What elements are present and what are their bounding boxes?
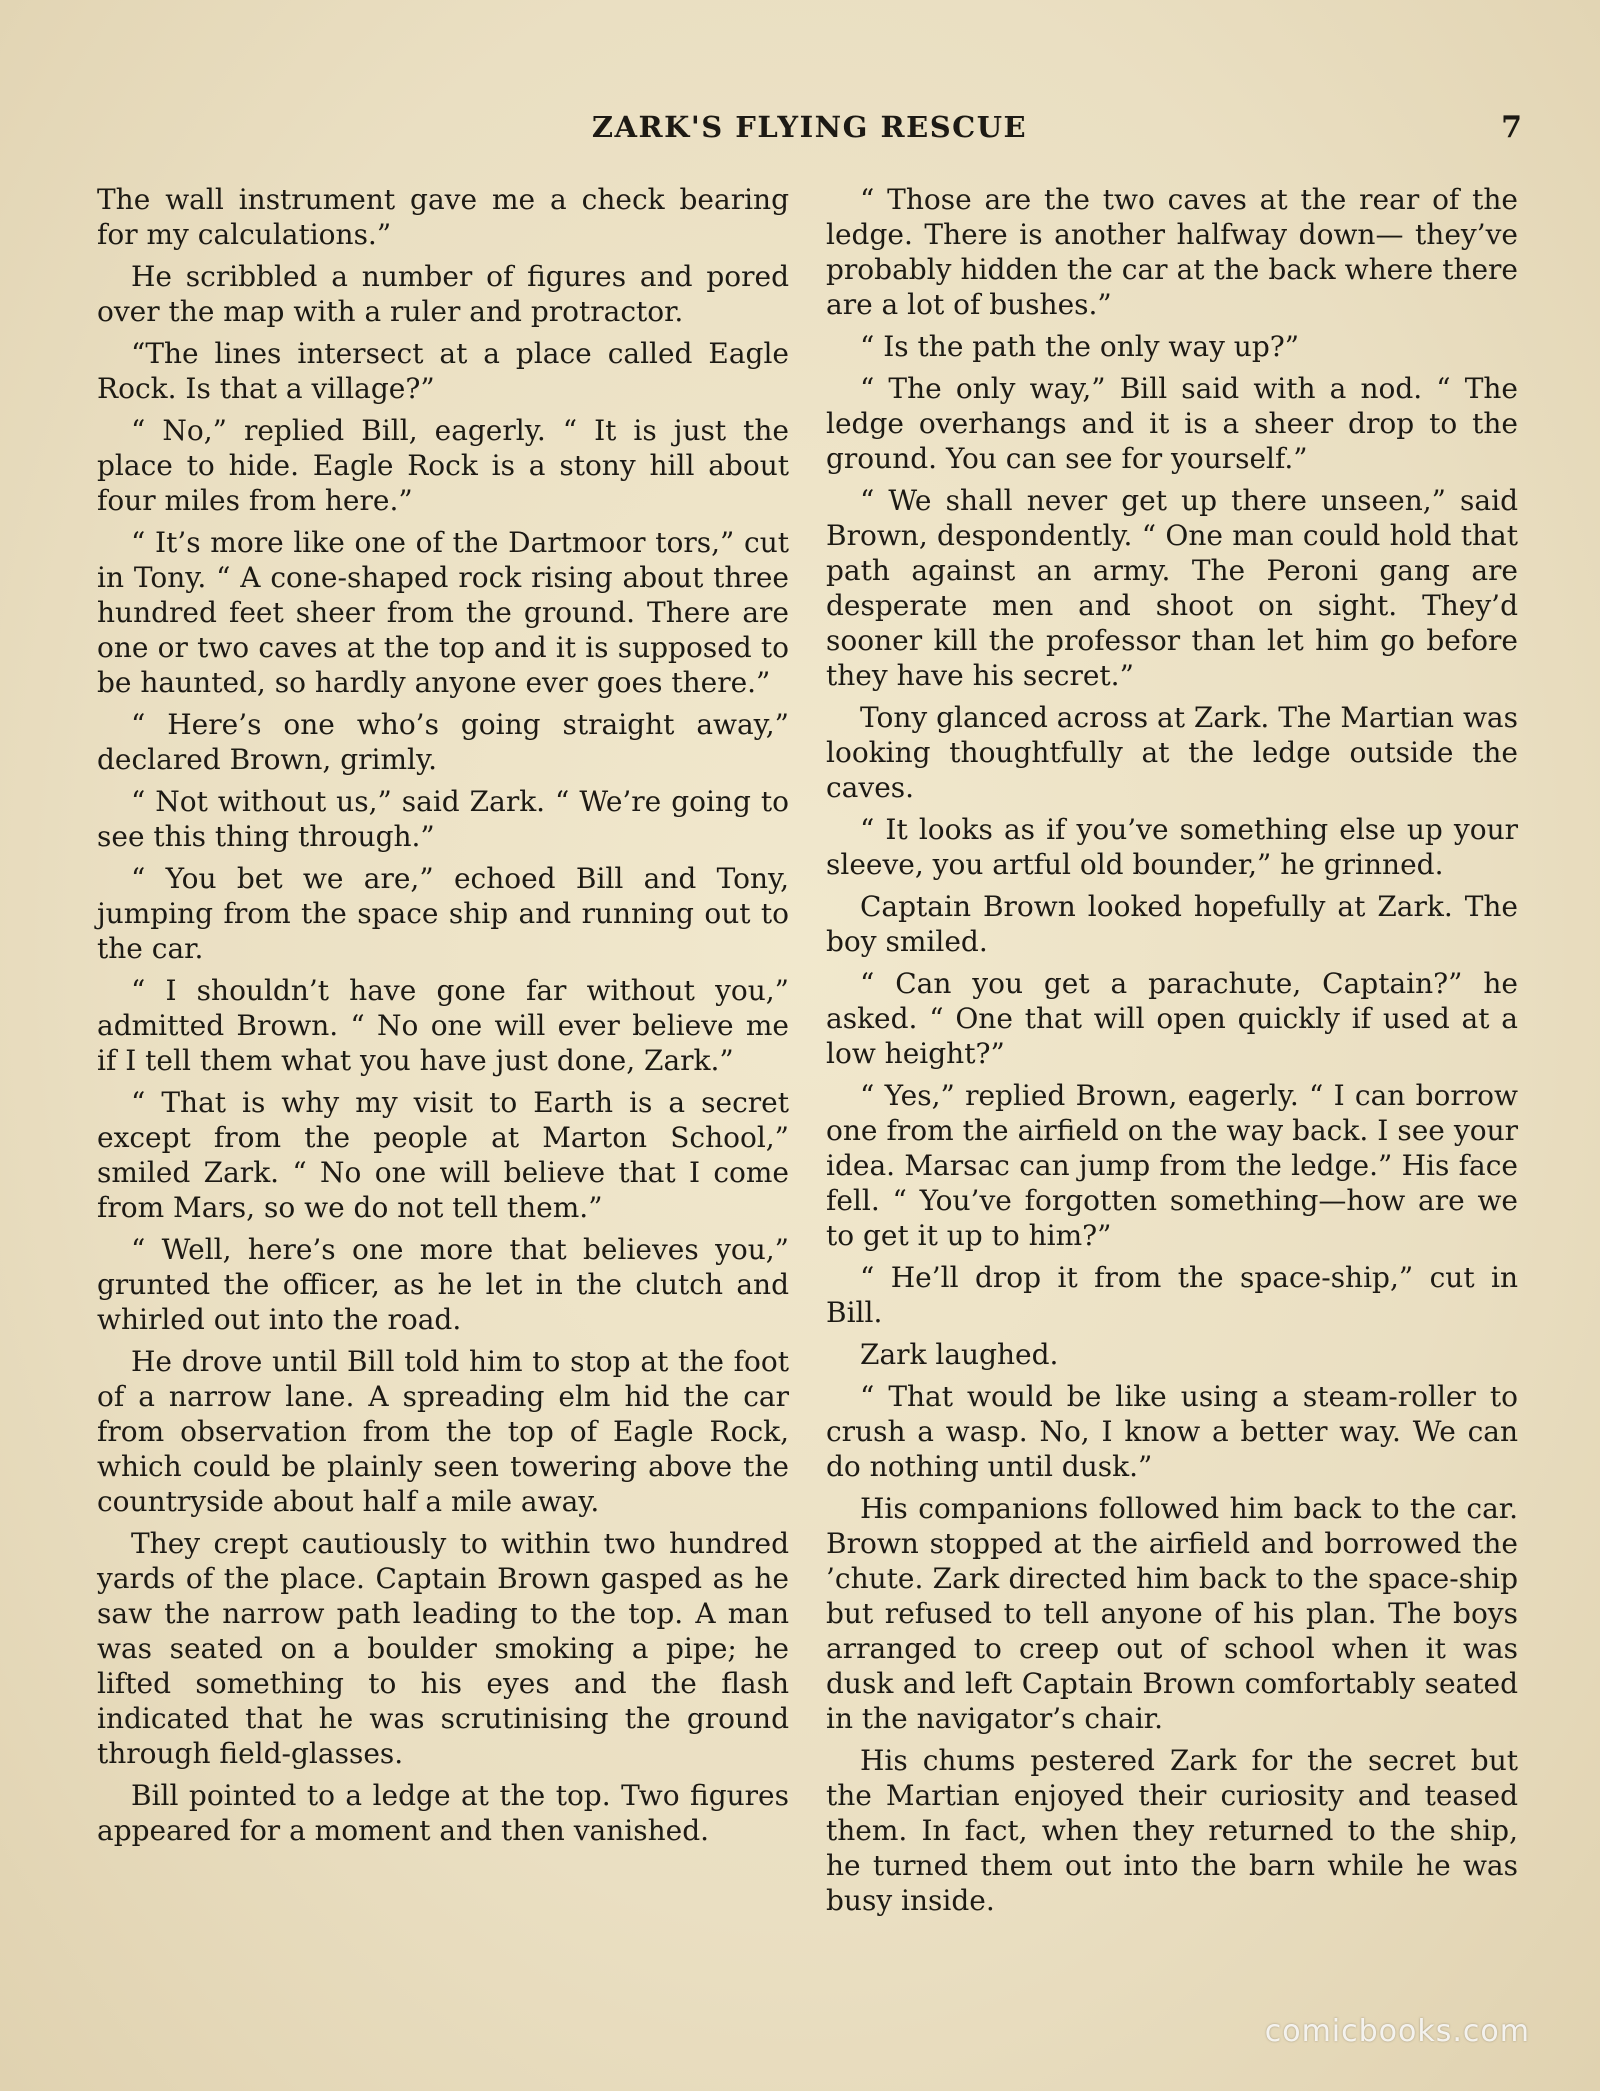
paragraph: The wall instrument gave me a check bearing for my calculations.”: [97, 183, 789, 251]
paragraph: Tony glanced across at Zark. The Martian was looking thoughtfully at the ledge outside the caves.: [826, 701, 1518, 804]
paragraph: “ Not without us,” said Zark. “ We’re going to see this thing through.”: [97, 785, 789, 853]
paragraph: “ You bet we are,” echoed Bill and Tony, jumping from the space ship and running out to the car.: [97, 862, 789, 965]
paragraph: Bill pointed to a ledge at the top. Two figures appeared for a moment and then vanished.: [97, 1779, 789, 1847]
paragraph: “ No,” replied Bill, eagerly. “ It is just the place to hide. Eagle Rock is a stony hill about four miles from here.”: [97, 414, 789, 517]
paragraph: He drove until Bill told him to stop at the foot of a narrow lane. A spreading elm hid the car from observation from the top of Eagle Rock, which could be plainly seen towering above the countryside about half a mile away.: [97, 1345, 789, 1518]
paragraph: “ Here’s one who’s going straight away,” declared Brown, grimly.: [97, 708, 789, 776]
paragraph: “ Is the path the only way up?”: [860, 330, 1300, 363]
paragraph: “ The only way,” Bill said with a nod. “ The ledge overhangs and it is a sheer drop to the ground. You can see for yourself.”: [826, 372, 1518, 475]
paragraph: “ Can you get a parachute, Captain?” he asked. “ One that will open quickly if used at a low height?”: [826, 967, 1518, 1070]
paragraph: “ Those are the two caves at the rear of the ledge. There is another halfway down— they’ve probably hidden the car at the back where there are a lot of bushes.”: [826, 183, 1518, 321]
watermark: comicbooks.com: [1264, 2014, 1530, 2049]
paragraph: “ I shouldn’t have gone far without you,” admitted Brown. “ No one will ever believe me if I tell them what you have just done, Zark.”: [97, 974, 789, 1077]
paragraph: His chums pestered Zark for the secret but the Martian enjoyed their curiosity and teased them. In fact, when they returned to the ship, he turned them out into the barn while he was busy inside.: [826, 1744, 1518, 1917]
paragraph: His companions followed him back to the car. Brown stopped at the airfield and borrowed the ’chute. Zark directed him back to the space-ship but refused to tell anyone of his plan. The boys arranged to creep out of school when it was dusk and left Captain Brown comfortably seated in the navigator’s chair.: [826, 1492, 1518, 1735]
paragraph: “ We shall never get up there unseen,” said Brown, despondently. “ One man could hold that path against an army. The Peroni gang are desperate men and shoot on sight. They’d sooner kill the professor than let him go before they have his secret.”: [826, 484, 1518, 692]
paragraph: “ Well, here’s one more that believes you,” grunted the officer, as he let in the clutch and whirled out into the road.: [97, 1233, 789, 1336]
paragraph: “ It looks as if you’ve something else up your sleeve, you artful old bounder,” he grinned.: [826, 813, 1518, 881]
paragraph: “ He’ll drop it from the space-ship,” cut in Bill.: [826, 1261, 1518, 1329]
paragraph: “The lines intersect at a place called Eagle Rock. Is that a village?”: [97, 337, 789, 405]
left-column: [97, 182, 789, 1855]
paragraph: They crept cautiously to within two hundred yards of the place. Captain Brown gasped as he saw the narrow path leading to the top. A man was seated on a boulder smoking a pipe; he lifted something to his eyes and the flash indicated that he was scrutinising the ground through field-glasses.: [97, 1527, 789, 1770]
paragraph: He scribbled a number of figures and pored over the map with a ruler and protractor.: [97, 260, 789, 328]
paragraph: Captain Brown looked hopefully at Zark. The boy smiled.: [826, 890, 1518, 958]
paragraph: “ It’s more like one of the Dartmoor tors,” cut in Tony. “ A cone-shaped rock rising about three hundred feet sheer from the ground. There are one or two caves at the top and it is supposed to be haunted, so hardly anyone ever goes there.”: [97, 526, 789, 699]
paragraph: Zark laughed.: [860, 1338, 1059, 1371]
paragraph: “ That would be like using a steam-roller to crush a wasp. No, I know a better way. We can do nothing until dusk.”: [826, 1380, 1518, 1483]
paragraph: “ Yes,” replied Brown, eagerly. “ I can borrow one from the airfield on the way back. I see your idea. Marsac can jump from the ledge.” His face fell. “ You’ve forgotten something—how are we to get it up to him?”: [826, 1079, 1518, 1252]
running-header: [97, 110, 1522, 150]
page-number: 7: [1501, 110, 1522, 145]
right-column: [826, 182, 1518, 1925]
paragraph: “ That is why my visit to Earth is a secret except from the people at Marton School,” smiled Zark. “ No one will believe that I come from Mars, so we do not tell them.”: [97, 1086, 789, 1224]
chapter-title: ZARK'S FLYING RESCUE: [591, 110, 1028, 144]
